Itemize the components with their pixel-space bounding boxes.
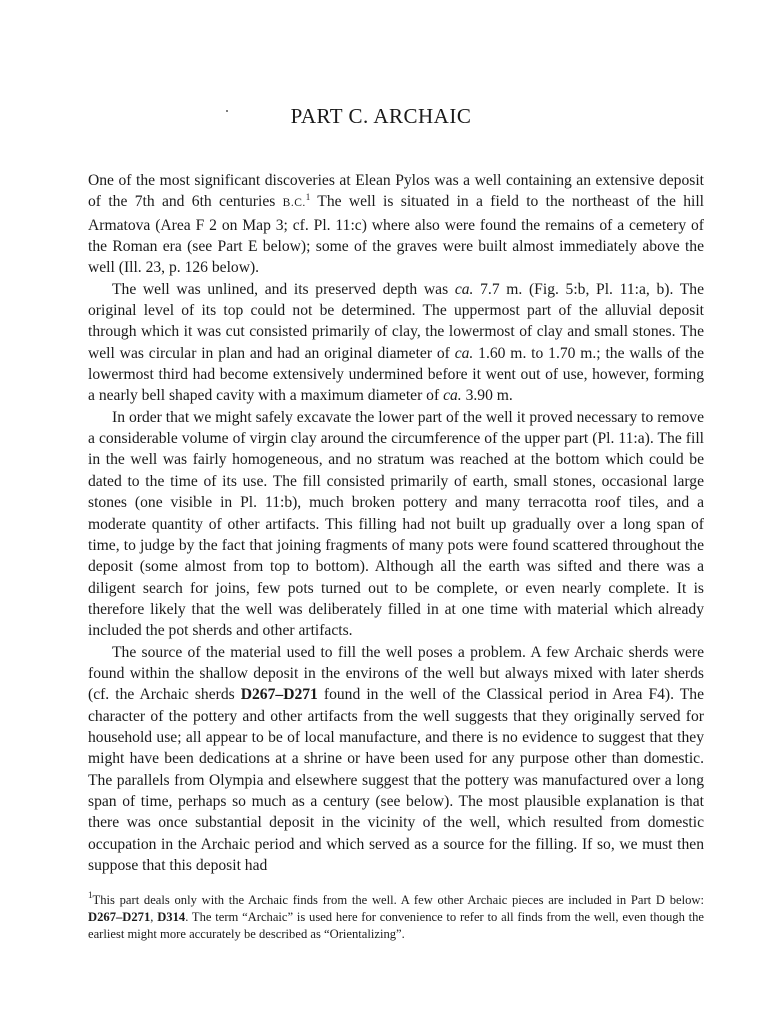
paragraph-1: One of the most significant discoveries at Elean Pylos was a well containing an extensive deposit of the 7th and 6th centuries B.C.$^1$ The well is situated in a field to the northeast of the hill Armatova (Area F 2 on Map 3; cf. Pl. 11:c) where also were found the remains of a cemetery of the Roman era (see Part E below); some of the graves were built almost immediately above the well (Ill. 23, p. 126 below).: [88, 172, 704, 277]
paragraph-4: The source of the material used to fill the well poses a problem. A few Archaic sherds were found within the shallow deposit in the environs of the well but always mixed with later sherds (cf. the Archaic sherds D267–D271 found in the well of the Classical period in Area F4). The character of the pottery and other artifacts from the well suggests that they originally served for household use; all appear to be of local manufacture, and there is no evidence to suggest that they might have been dedications at a shrine or have been used for any purpose other than domestic. The parallels from Olympia and elsewhere suggest that the pottery was manufactured over a long span of time, perhaps so much as a century (see below). The most plausible explanation is that there was once substantial deposit in the vicinity of the well, which resulted from domestic occupation in the Archaic period and which served as a source for the filling. If so, we must then suppose that this deposit had: [88, 643, 704, 874]
catalog-ref: D267–D271: [88, 910, 151, 924]
page-title: PART C. ARCHAIC: [290, 104, 472, 128]
footnote-marker: 1: [88, 890, 93, 900]
bc-abbrev: B.C.: [282, 197, 306, 210]
paragraph-2: The well was unlined, and its preserved depth was ca. 7.7 m. (Fig. 5:b, Pl. 11:a, b). The original level of its top could not be determined. The uppermost part of the alluvial deposit through which it was cut consisted primarily of clay, the lowermost of clay and small stones. The well was circular in plan and had an original diameter of ca. 1.60 m. to 1.70 m.; the walls of the lowermost third had become extensively undermined before it went out of use, however, forming a nearly bell shaped cavity with a maximum diameter of ca. 3.90 m.: [88, 280, 704, 405]
catalog-ref: D314: [157, 910, 186, 924]
catalog-ref: D267–D271: [240, 686, 318, 704]
paragraph-3: In order that we might safely excavate the lower part of the well it proved necessary to remove a considerable volume of virgin clay around the circumference of the upper part (Pl. 11:a). The fill in the well was fairly homogeneous, and no stratum was reached at the bottom which could be dated to the time of its use. The fill consisted primarily of earth, small stones, occasional large stones (one visible in Pl. 11:b), much broken pottery and many terracotta roof tiles, and a moderate quantity of other artifacts. This filling had not built up gradually over a long span of time, to judge by the fact that joining fragments of many pots were found scattered throughout the deposit (some almost from top to bottom). Although all the earth was sifted and there was a diligent search for joins, few pots turned out to be complete, or even nearly complete. It is therefore likely that the well was deliberately filled in at one time with material which already included the pot sherds and other artifacts.: [88, 408, 704, 640]
footnote: $^1$This part deals only with the Archaic finds from the well. A few other Archaic pieces are included in Part D below: D267–D271, D314. The term “Archaic” is used here for convenience to refer to all finds from the well, even though the earliest might more accurately be described as “Orientalizing”.: [88, 890, 705, 941]
footnote-ref: 1: [305, 192, 311, 203]
body-text: [88, 170, 704, 876]
